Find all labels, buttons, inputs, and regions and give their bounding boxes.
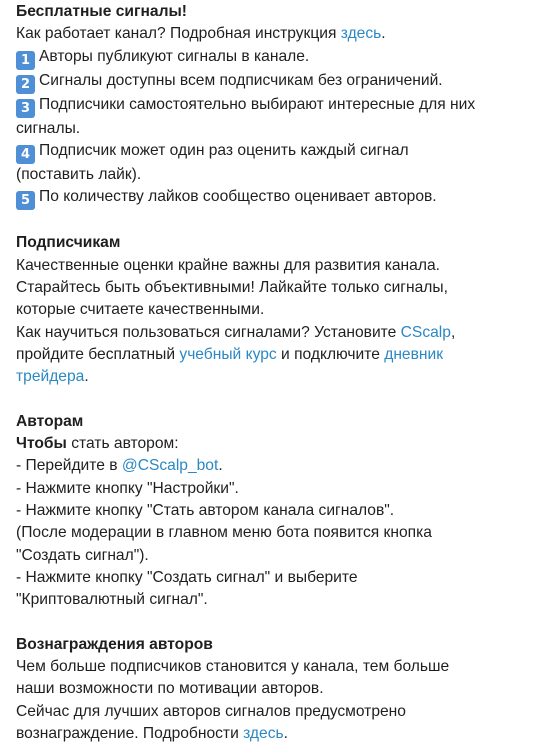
section-title-free-signals: Бесплатные сигналы! xyxy=(16,3,187,20)
subscribers-how-to: Как научиться пользоваться сигналами? Установите CScalp, пройдите бесплатный учебный курс и подключите дневник трейдера. xyxy=(16,323,456,386)
section-title-authors: Авторам xyxy=(16,412,84,430)
instruction-link[interactable]: здесь xyxy=(340,25,382,43)
rewards-line-4: вознаграждение. Подробности здесь. xyxy=(16,725,288,743)
rewards-line-1: Чем больше подписчиков становится у канала, тем больше xyxy=(16,658,450,676)
authors-note-line-1: (После модерации в главном меню бота появится кнопка xyxy=(16,524,432,542)
cscalp-link[interactable]: CScalp xyxy=(400,323,451,341)
list-item: 5 По количеству лайков сообщество оценивает авторов. xyxy=(16,186,524,210)
authors-lead: Чтобы стать автором: xyxy=(16,435,179,453)
section-title-subscribers: Подписчикам xyxy=(16,234,121,252)
keycap-5-icon: 5 xyxy=(16,191,35,210)
intro-line: Как работает канал? Подробная инструкция здесь. xyxy=(16,25,386,43)
authors-note-line-2: "Создать сигнал"). xyxy=(16,546,149,564)
list-item: 1 Авторы публикуют сигналы в канале. xyxy=(16,46,524,70)
rewards-line-3: Сейчас для лучших авторов сигналов предусмотрено xyxy=(16,702,406,720)
list-item: 2 Сигналы доступны всем подписчикам без ограничений. xyxy=(16,70,524,94)
trader-diary-link[interactable]: дневник трейдера xyxy=(16,345,444,386)
authors-step-4-line-1: - Нажмите кнопку "Создать сигнал" и выберите xyxy=(16,568,358,586)
section-title-author-rewards: Вознаграждения авторов xyxy=(16,635,213,653)
intro-text: Как работает канал? Подробная инструкция xyxy=(16,25,341,43)
list-item: 4 Подписчик может один раз оценить каждый сигнал (поставить лайк). xyxy=(16,141,409,183)
list-item: 3 Подписчики самостоятельно выбирают интересные для них сигналы. xyxy=(16,95,476,137)
authors-step-1: - Перейдите в @CScalp_bot. xyxy=(16,457,223,475)
authors-step-3: - Нажмите кнопку "Стать автором канала сигналов". xyxy=(16,502,395,520)
keycap-2-icon: 2 xyxy=(16,75,35,94)
subscribers-paragraph: Качественные оценки крайне важны для развития канала. Старайтесь быть объективными! Лайкайте только сигналы, которые считаете качественными. xyxy=(16,256,448,319)
authors-step-4-line-2: "Криптовалютный сигнал". xyxy=(16,591,208,609)
keycap-1-icon: 1 xyxy=(16,51,35,70)
rewards-line-2: наши возможности по мотивации авторов. xyxy=(16,680,324,698)
training-course-link[interactable]: учебный курс xyxy=(179,345,277,363)
cscalp-bot-link[interactable]: @CScalp_bot xyxy=(121,457,219,475)
keycap-3-icon: 3 xyxy=(16,99,35,118)
authors-step-2: - Нажмите кнопку "Настройки". xyxy=(16,479,239,497)
keycap-4-icon: 4 xyxy=(16,145,35,164)
rewards-details-link[interactable]: здесь xyxy=(243,725,284,743)
